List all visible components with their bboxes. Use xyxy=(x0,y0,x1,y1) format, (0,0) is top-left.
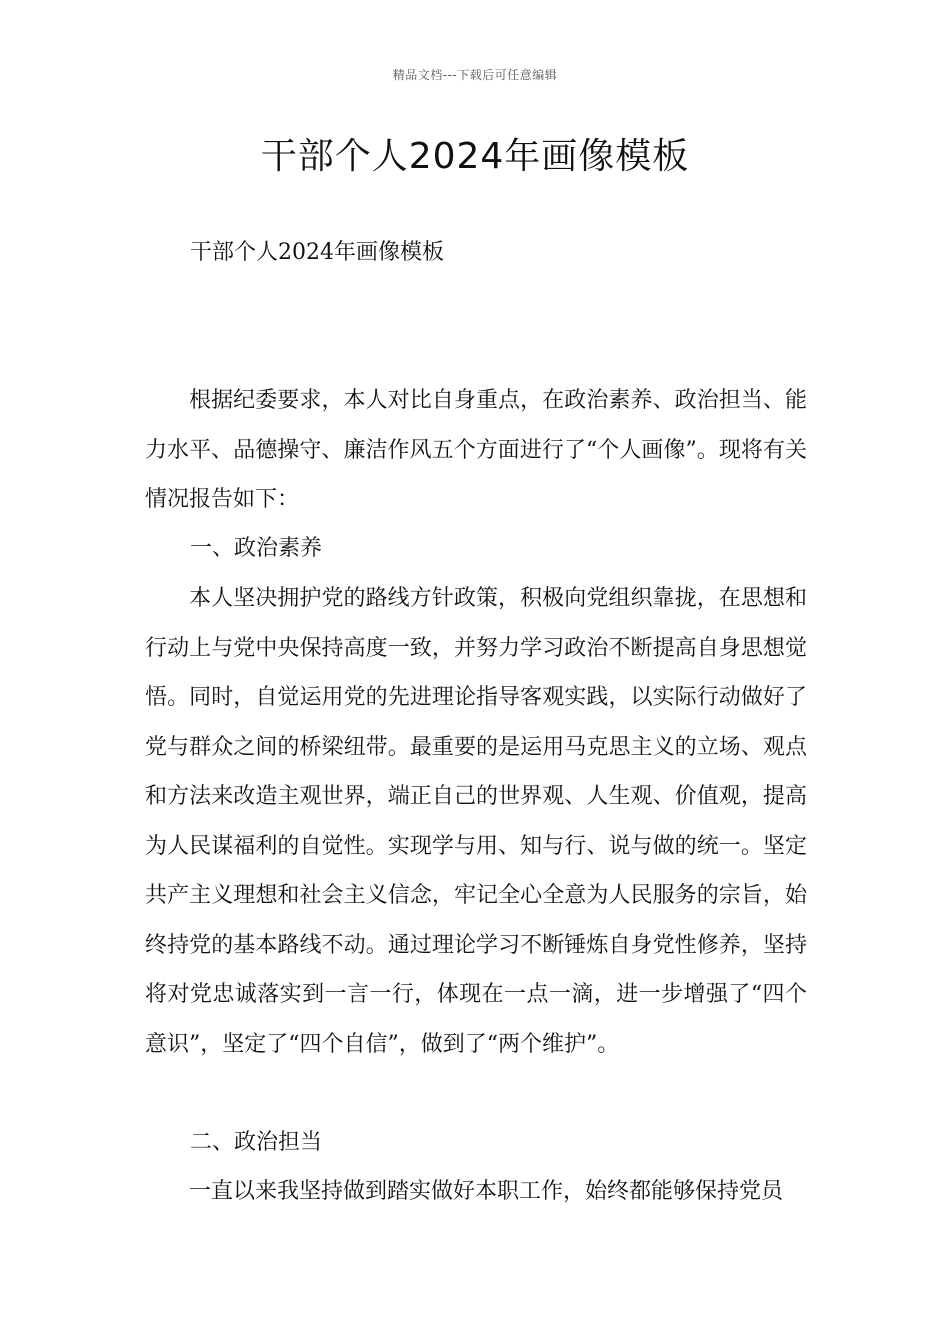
section-heading-political-responsibility: 二、政治担当 xyxy=(190,1130,323,1155)
document-title: 干部个人2024年画像模板 xyxy=(260,136,690,177)
header-note: 精品文档---下载后可任意编辑 xyxy=(392,68,558,82)
section-body-political-literacy: 本人坚决拥护党的路线方针政策，积极向党组织靠拢，在思想和行动上与党中央保持高度一致，并努力学习政治不断提高自身思想觉悟。同时，自觉运用党的先进理论指导客观实践，以实际行动做好了党与群众之间的桥梁纽带。最重要的是运用马克思主义的立场、观点和方法来改造主观世界，端正自己的世界观、人生观、价值观，提高为人民谋福利的自觉性。实现学与用、知与行、说与做的统一。坚定共产主义理想和社会主义信念，牢记全心全意为人民服务的宗旨，始终持党的基本路线不动。通过理论学习不断锤炼自身党性修养，坚持将对党忠诚落实到一言一行，体现在一点一滴，进一步增强了“四个意识”，坚定了“四个自信”，做到了“两个维护”。 xyxy=(145,586,807,1057)
intro-paragraph: 根据纪委要求，本人对比自身重点，在政治素养、政治担当、能力水平、品德操守、廉洁作风五个方面进行了“个人画像”。现将有关情况报告如下： xyxy=(145,388,807,512)
section-heading-political-literacy: 一、政治素养 xyxy=(190,536,323,561)
document-subtitle: 干部个人2024年画像模板 xyxy=(190,240,444,265)
section-body-political-responsibility: 一直以来我坚持做到踏实做好本职工作，始终都能够保持党员 xyxy=(189,1179,784,1204)
